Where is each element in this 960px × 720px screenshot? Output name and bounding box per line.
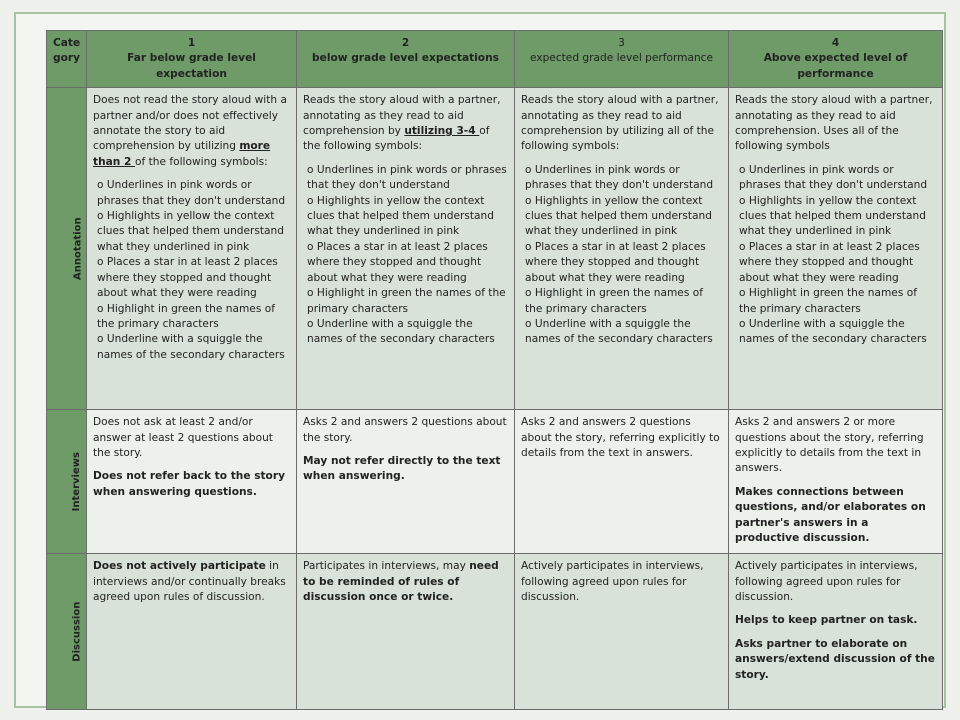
header-level-1: 1 Far below grade level expectation (87, 31, 297, 88)
interviews-level-1: Does not ask at least 2 and/or answer at least 2 questions about the story. Does not refer back to the story when answering questions. (87, 410, 297, 554)
interviews-level-2: Asks 2 and answers 2 questions about the story. May not refer directly to the text when answering. (297, 410, 515, 554)
symbol-pink: o Underlines in pink words or phrases that they don't understand (307, 163, 507, 192)
header-row (47, 31, 943, 88)
symbol-green: o Highlight in green the names of the primary characters (525, 287, 703, 315)
category-interviews: Interviews (47, 410, 87, 554)
symbol-green: o Highlight in green the names of the primary characters (97, 302, 275, 330)
discussion-level-1: Does not actively participate in interviews and/or continually breaks agreed upon rules of discussion. (87, 554, 297, 710)
symbol-squiggle: o Underline with a squiggle the names of the secondary characters (307, 317, 495, 346)
symbol-green: o Highlight in green the names of the primary characters (739, 287, 917, 315)
symbol-green: o Highlight in green the names of the primary characters (307, 287, 506, 315)
symbol-star: o Places a star in at least 2 places where they stopped and thought about what they were reading (739, 240, 920, 284)
annotation-level-3: Reads the story aloud with a partner, annotating as they read to aid comprehension by utilizing all of the following symbols: o Underlines in pink words or phrases that they don't understand o Highlights in yellow the context clues that helped them understand what they underlined in pink o Places a star in at least 2 places where they stopped and thought about what they were reading o Highlight in green the names of the primary characters o Underline with a squiggle the names of the secondary characters (515, 88, 729, 410)
category-discussion: Discussion (47, 554, 87, 710)
symbol-pink: o Underlines in pink words or phrases that they don't understand (97, 179, 286, 207)
annotation-level-2: Reads the story aloud with a partner, annotating as they read to aid comprehension by utilizing 3-4 of the following symbols: o Underlines in pink words or phrases that they don't understand o Highlights in yellow the context clues that helped them understand what they underlined in pink o Places a star in at least 2 places where they stopped and thought about what they were reading o Highlight in green the names of the primary characters o Underline with a squiggle the names of the secondary characters (297, 88, 515, 410)
interviews-level-4: Asks 2 and answers 2 or more questions about the story, referring explicitly to details from the text in answers. Makes connections between questions, and/or elaborates on partner's answers in a productive discussion. (729, 410, 943, 554)
header-level-3: 3 expected grade level performance (515, 31, 729, 88)
symbol-yellow: o Highlights in yellow the context clues that helped them understand what they underlined in pink (525, 194, 712, 238)
header-level-4: 4 Above expected level of performance (729, 31, 943, 88)
discussion-level-2: Participates in interviews, may need to be reminded of rules of discussion once or twice. (297, 554, 515, 710)
symbol-pink: o Underlines in pink words or phrases that they don't understand (525, 163, 714, 192)
symbol-yellow: o Highlights in yellow the context clues that helped them understand what they underlined in pink (97, 210, 284, 253)
symbol-star: o Places a star in at least 2 places where they stopped and thought about what they were reading (525, 240, 706, 284)
row-interviews (47, 410, 943, 554)
symbol-squiggle: o Underline with a squiggle the names of the secondary characters (97, 333, 285, 361)
symbol-star: o Places a star in at least 2 places where they stopped and thought about what they were reading (97, 256, 278, 300)
symbol-yellow: o Highlights in yellow the context clues that helped them understand what they underlined in pink (307, 194, 494, 238)
annotation-level-4: Reads the story aloud with a partner, annotating as they read to aid comprehension. Uses all of the following symbols o Underlines in pink words or phrases that they don't understand o Highlights in yellow the context clues that helped them understand what they underlined in pink o Places a star in at least 2 places where they stopped and thought about what they were reading o Highlight in green the names of the primary characters o Underline with a squiggle the names of the secondary characters (729, 88, 943, 410)
discussion-level-3: Actively participates in interviews, following agreed upon rules for discussion. (515, 554, 729, 710)
category-annotation: Annotation (47, 88, 87, 410)
rubric-table (46, 30, 943, 710)
symbol-pink: o Underlines in pink words or phrases that they don't understand (739, 163, 928, 192)
header-category: Cate gory (47, 31, 87, 88)
symbol-star: o Places a star in at least 2 places where they stopped and thought about what they were reading (307, 240, 488, 284)
header-level-2: 2 below grade level expectations (297, 31, 515, 88)
symbol-yellow: o Highlights in yellow the context clues that helped them understand what they underlined in pink (739, 194, 926, 238)
symbol-squiggle: o Underline with a squiggle the names of the secondary characters (739, 317, 927, 346)
annotation-level-1: Does not read the story aloud with a partner and/or does not effectively annotate the story to aid comprehension by utilizing more than 2 of the following symbols: o Underlines in pink words or phrases that they don't understand o Highlights in yellow the context clues that helped them understand what they underlined in pink o Places a star in at least 2 places where they stopped and thought about what they were reading o Highlight in green the names of the primary characters o Underline with a squiggle the names of the secondary characters (87, 88, 297, 410)
discussion-level-4: Actively participates in interviews, following agreed upon rules for discussion. Helps to keep partner on task. Asks partner to elaborate on answers/extend discussion of the story. (729, 554, 943, 710)
interviews-level-3: Asks 2 and answers 2 questions about the story, referring explicitly to details from the text in answers. (515, 410, 729, 554)
row-annotation (47, 88, 943, 410)
row-discussion (47, 554, 943, 710)
symbol-squiggle: o Underline with a squiggle the names of the secondary characters (525, 317, 713, 346)
